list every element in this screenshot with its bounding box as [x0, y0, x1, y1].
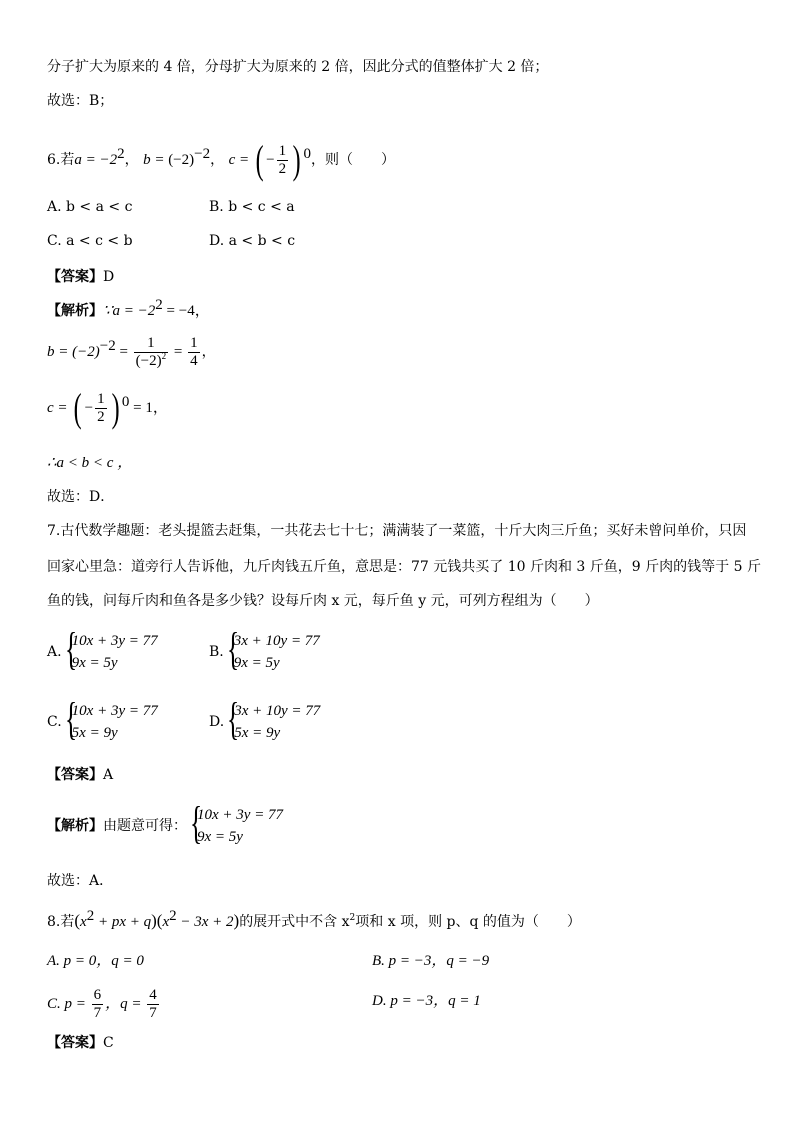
option-a: A. p = 0，q = 0 [47, 953, 144, 969]
option-b: B. b < c < a [209, 199, 295, 215]
text-line: 故选：B； [47, 93, 114, 109]
explanation-c: c = ( − $\frac{1}{2}$ ) $^0$ = 1， [47, 385, 168, 430]
option-d: D. p = −3，q = 1 [372, 993, 481, 1009]
explanation: 【解析】∵a = $-2^2 = -4$， [47, 297, 210, 319]
question-7-line: 7.古代数学趣题：老头提篮去赶集，一共花去七十七；满满装了一菜篮，十斤大肉三斤鱼；买好未曾问单价，只因 [47, 523, 747, 539]
final-choice: 故选：A． [47, 873, 114, 889]
explanation-d: ∴a < b < c ， [47, 455, 133, 471]
question-8: 8.若($x^2$ + px + $q)(x^2 - 3x + 2)$的展开式中不含 $x^2$项和 x 项，则 p、q 的值为（ ） [47, 908, 581, 930]
option-a: A. b < a < c [47, 199, 133, 215]
option-a: A. { 10x + 3y = 77 9x = 5y [47, 623, 158, 674]
question-7-line: 鱼的钱，问每斤肉和鱼各是多少钱？设每斤肉 x 元，每斤鱼 y 元，可列方程组为（ ） [47, 593, 599, 609]
answer: 【答案】C [47, 1035, 114, 1051]
question-6: 6.若$a = -2^2$， $b = (-2)^{-2}$， c = ( − $\frac{1}{2}$ ) $^0$，则（ ） [47, 137, 395, 182]
option-c: C. { 10x + 3y = 77 5x = 9y [47, 693, 158, 744]
explanation: 【解析】由题意可得： { 10x + 3y = 77 9x = 5y [47, 797, 284, 848]
option-d: D. { 3x + 10y = 77 5x = 9y [209, 693, 321, 744]
final-choice: 故选：D． [47, 489, 115, 505]
answer: 【答案】D [47, 269, 115, 285]
option-c: C. p = $\frac{6}{7}$ ，q = $\frac{4}{7}$ [47, 986, 157, 1021]
option-c: C. a < c < b [47, 233, 133, 249]
option-d: D. a < b < c [209, 233, 296, 249]
answer: 【答案】A [47, 767, 114, 783]
option-b: B. p = −3，q = −9 [372, 953, 490, 969]
text-line: 分子扩大为原来的 4 倍，分母扩大为原来的 2 倍，因此分式的值整体扩大 2 倍； [47, 59, 549, 75]
explanation-b: $b = (-2)^{-2}$ = $\frac{1}{(-2)^2}$ = $\frac{1}{4}$ ， [47, 334, 216, 369]
option-b: B. { 3x + 10y = 77 9x = 5y [209, 623, 320, 674]
question-7-line: 回家心里急：道旁行人告诉他，九斤肉钱五斤鱼，意思是：77 元钱共买了 10 斤肉和 3 斤鱼，9 斤肉的钱等于 5 斤 [47, 559, 761, 575]
